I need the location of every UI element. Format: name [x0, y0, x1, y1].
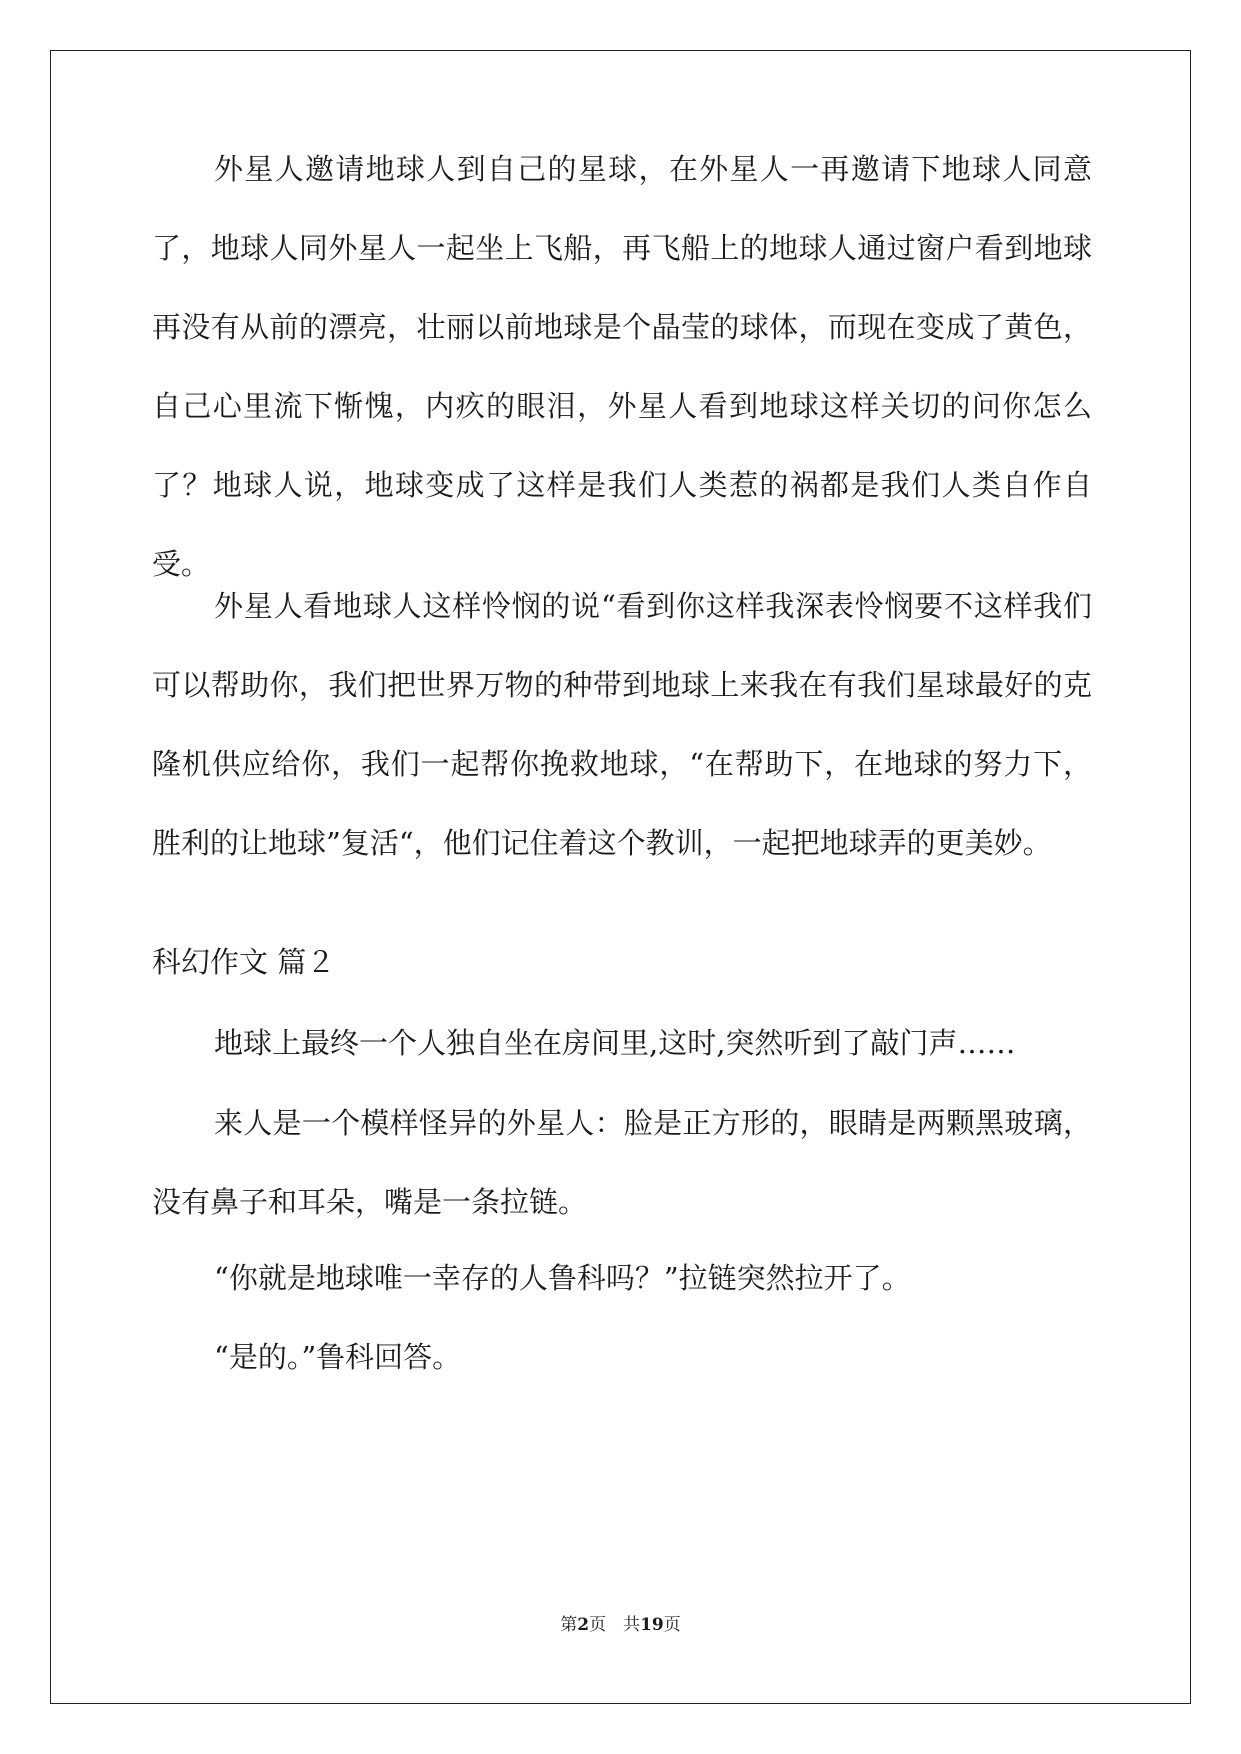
footer-page-mid: 页 共 — [589, 1615, 641, 1635]
footer-page-prefix: 第 — [560, 1615, 578, 1635]
paragraph-5: “你就是地球唯一幸存的人鲁科吗？”拉链突然拉开了。 — [214, 1261, 911, 1295]
section-heading: 科幻作文 篇２ — [152, 945, 336, 979]
footer-page-total: 19 — [640, 1615, 664, 1635]
footer-page-suffix: 页 — [663, 1615, 681, 1635]
page-footer — [0, 1610, 1241, 1635]
paragraph-4: 来人是一个模样怪异的外星人：脸是正方形的，眼睛是两颗黑玻璃，没有鼻子和耳朵，嘴是一条拉链。 — [152, 1106, 1092, 1219]
paragraph-3: 地球上最终一个人独自坐在房间里,这时,突然听到了敲门声…… — [214, 1026, 1016, 1060]
paragraph-1: 外星人邀请地球人到自己的星球，在外星人一再邀请下地球人同意了，地球人同外星人一起坐上飞船，再飞船上的地球人通过窗户看到地球再没有从前的漂亮，壮丽以前地球是个晶莹的球体，而现在变成了黄色，自己心里流下惭愧，内疚的眼泪，外星人看到地球这样关切的问你怎么了？地球人说，地球变成了这样是我们人类惹的祸都是我们人类自作自受。 — [152, 152, 1092, 581]
footer-page-current: 2 — [577, 1615, 590, 1635]
paragraph-2: 外星人看地球人这样怜悯的说“看到你这样我深表怜悯要不这样我们可以帮助你，我们把世界万物的种带到地球上来我在有我们星球最好的克隆机供应给你，我们一起帮你挽救地球，“在帮助下，在地球的努力下，胜利的让地球”复活“，他们记住着这个教训，一起把地球弄的更美妙。 — [152, 589, 1092, 860]
paragraph-6: “是的。”鲁科回答。 — [214, 1340, 462, 1374]
